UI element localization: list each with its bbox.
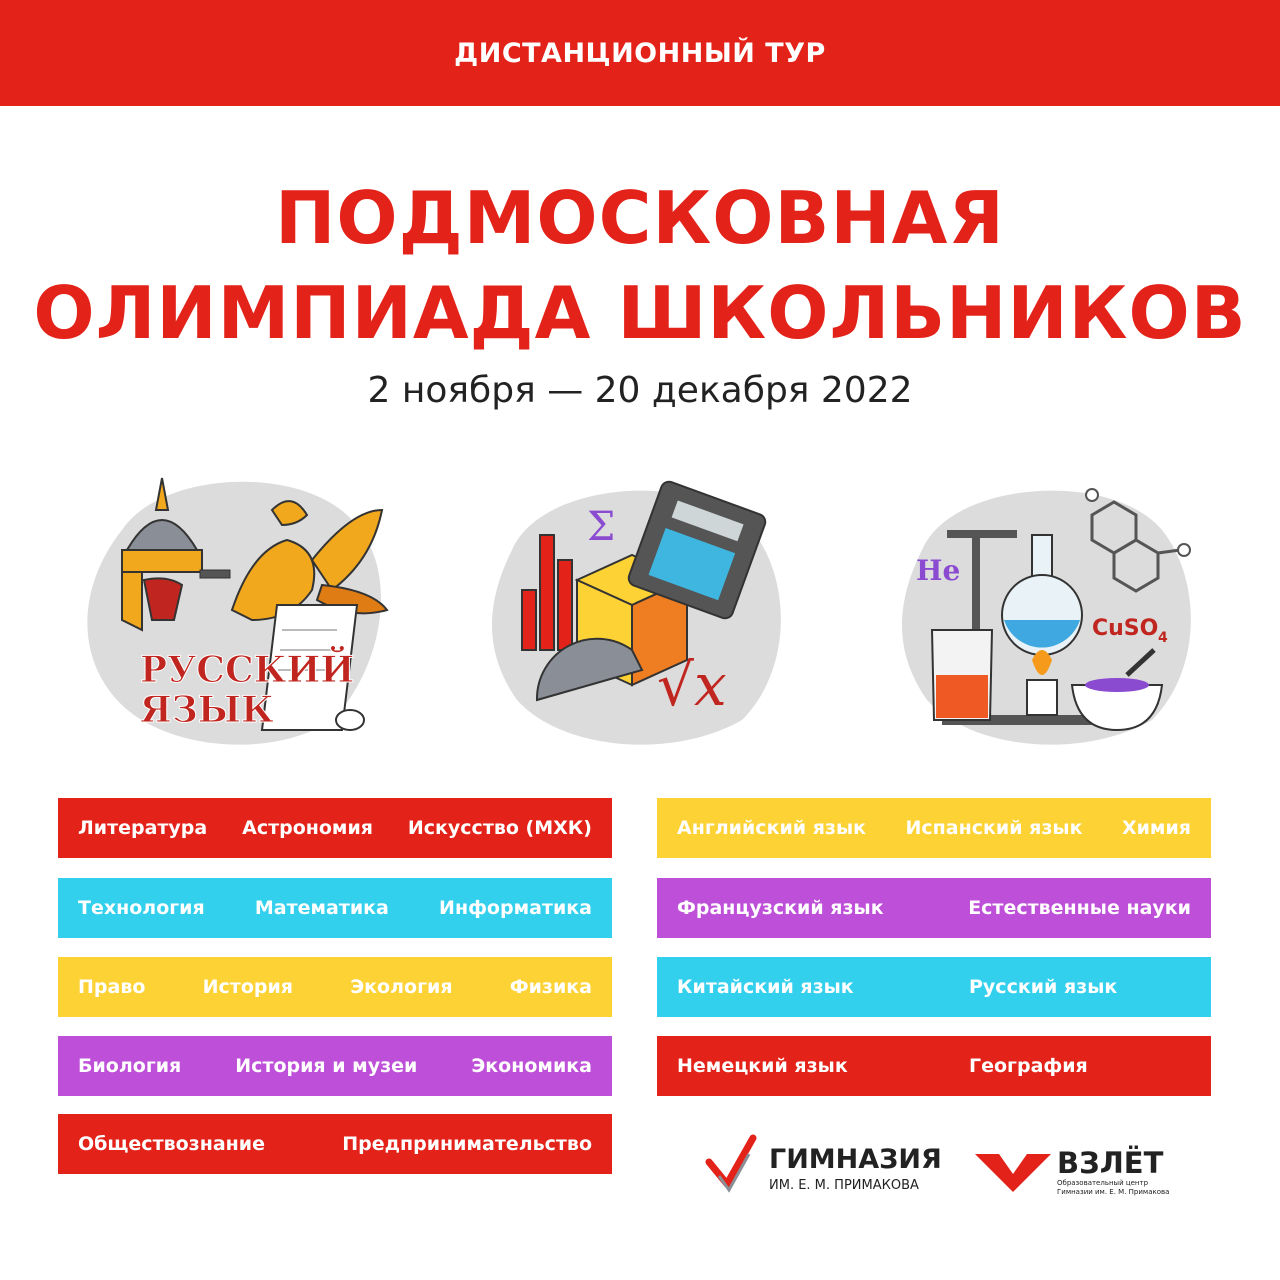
subject-astronomy: Астрономия — [242, 817, 373, 839]
checkmark-logo-icon — [705, 1132, 765, 1196]
russian-language-illustration — [82, 470, 392, 750]
subject-literature: Литература — [78, 817, 208, 839]
subject-social-studies: Обществознание — [78, 1133, 265, 1155]
subject-natural-sciences: Естественные науки — [968, 897, 1191, 919]
subject-bar-left-4 — [58, 1036, 612, 1096]
helium-symbol: He — [916, 554, 961, 587]
subject-bar-right-2 — [657, 878, 1211, 938]
chemistry-illustration — [892, 470, 1202, 750]
subject-russian: Русский язык — [969, 976, 1118, 998]
subject-economics: Экономика — [471, 1055, 592, 1077]
sqrt-symbol: √x — [657, 651, 727, 719]
subject-bar-right-1 — [657, 798, 1211, 858]
subject-biology: Биология — [78, 1055, 182, 1077]
subject-art: Искусство (МХК) — [407, 817, 592, 839]
subject-history: История — [202, 976, 293, 998]
subject-ecology: Экология — [350, 976, 453, 998]
banner-text: ДИСТАНЦИОННЫЙ ТУР — [454, 37, 826, 69]
copper-sulfate-formula: CuSO — [1092, 616, 1159, 641]
title-line-2: ОЛИМПИАДА ШКОЛЬНИКОВ — [33, 271, 1247, 355]
subject-english: Английский язык — [677, 817, 867, 839]
subject-law: Право — [78, 976, 146, 998]
subject-bar-left-1 — [58, 798, 612, 858]
subject-chemistry: Химия — [1121, 817, 1191, 839]
subject-bar-left-3 — [58, 957, 612, 1017]
sigma-symbol: Σ — [587, 504, 616, 550]
gymnasium-logo — [705, 1132, 945, 1196]
formula-subscript: 4 — [1158, 630, 1168, 646]
math-illustration — [482, 470, 792, 750]
subject-geography: География — [969, 1055, 1088, 1077]
subject-bar-left-5 — [58, 1114, 612, 1174]
subject-technology: Технология — [78, 897, 205, 919]
subject-bar-right-4 — [657, 1036, 1211, 1096]
gymnasium-name: ГИМНАЗИЯ — [769, 1144, 942, 1175]
title-line-1: ПОДМОСКОВНАЯ — [275, 176, 1005, 260]
subject-french: Французский язык — [677, 897, 884, 919]
vzlet-v-logo-icon — [975, 1150, 1051, 1194]
top-banner — [0, 0, 1280, 106]
subject-bar-right-3 — [657, 957, 1211, 1017]
subject-bar-left-2 — [58, 878, 612, 938]
vzlet-logo — [975, 1146, 1185, 1198]
subject-german: Немецкий язык — [677, 1055, 848, 1077]
subject-math: Математика — [254, 897, 389, 919]
gymnasium-subtitle: ИМ. Е. М. ПРИМАКОВА — [769, 1178, 919, 1193]
subject-entrepreneurship: Предпринимательство — [342, 1133, 592, 1155]
subject-physics: Физика — [509, 976, 592, 998]
beaker-icon — [932, 630, 992, 720]
russian-text-line1: РУССКИЙ — [140, 649, 355, 691]
subject-chinese: Китайский язык — [677, 976, 854, 998]
russian-text-line2: ЯЗЫК — [140, 689, 274, 731]
subject-history-museums: История и музеи — [235, 1055, 418, 1077]
vzlet-name: ВЗЛЁТ — [1057, 1146, 1164, 1180]
event-dates: 2 ноября — 20 декабря 2022 — [367, 370, 913, 411]
vzlet-subtitle-line2: Гимназии им. Е. М. Примакова — [1057, 1188, 1170, 1196]
subject-spanish: Испанский язык — [905, 817, 1083, 839]
vzlet-subtitle-line1: Образовательный центр — [1057, 1179, 1149, 1187]
subject-informatics: Информатика — [439, 897, 592, 919]
